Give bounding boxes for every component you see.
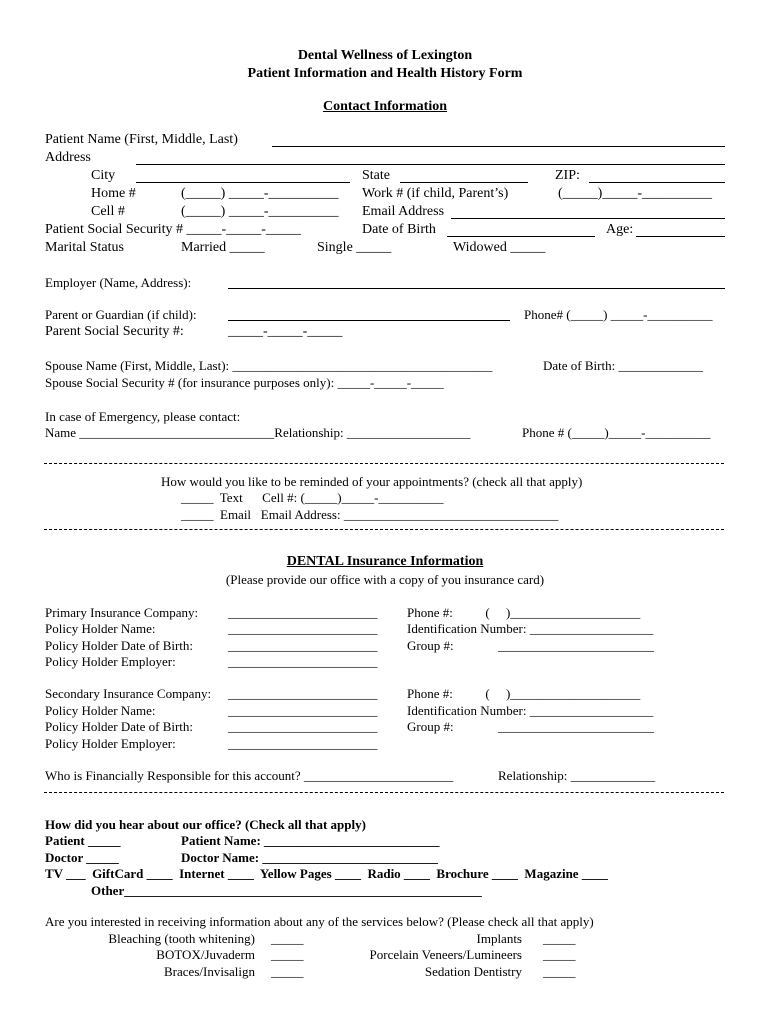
referral-other-field[interactable]: Other_______________________________________________________ — [91, 883, 482, 898]
secondary-group-label: Group #: — [407, 719, 454, 734]
primary-holder-employer-field[interactable]: _______________________ — [228, 654, 378, 669]
financial-relationship-field[interactable]: Relationship: _____________ — [498, 768, 656, 783]
emergency-name-field[interactable]: Name ______________________________Relationship: ___________________ — [45, 425, 471, 440]
employer-field[interactable] — [228, 288, 725, 289]
referral-patient-name-field[interactable]: Patient Name: ___________________________ — [181, 833, 440, 848]
primary-company-label: Primary Insurance Company: — [45, 605, 199, 620]
primary-group-label: Group #: — [407, 638, 454, 653]
address-field[interactable] — [136, 164, 725, 165]
services-question: Are you interested in receiving information about any of the services below? (Please check all that apply) — [45, 914, 594, 929]
primary-company-field[interactable]: _______________________ — [228, 605, 378, 620]
service-sedation-checkbox[interactable]: _____ — [543, 964, 576, 979]
age-field[interactable] — [636, 236, 725, 237]
address-label: Address — [45, 150, 91, 165]
primary-id-field[interactable]: Identification Number: ___________________ — [407, 621, 654, 636]
city-label: City — [91, 168, 116, 183]
zip-label: ZIP: — [555, 168, 580, 183]
guardian-field[interactable] — [228, 320, 510, 321]
service-sedation-label: Sedation Dentistry — [424, 964, 522, 979]
patient-ssn-label: Patient Social Security # _____-_____-_____ — [45, 222, 301, 237]
employer-label: Employer (Name, Address): — [45, 275, 192, 290]
primary-phone-field[interactable]: Phone #: ( )____________________ — [407, 605, 641, 620]
referral-patient-option[interactable]: Patient _____ — [45, 833, 121, 848]
guardian-label: Parent or Guardian (if child): — [45, 307, 197, 322]
secondary-group-field[interactable]: ________________________ — [498, 719, 654, 734]
service-botox-label: BOTOX/Juvaderm — [156, 947, 255, 962]
secondary-holder-dob-field[interactable]: _______________________ — [228, 719, 378, 734]
primary-holder-dob-field[interactable]: _______________________ — [228, 638, 378, 653]
secondary-holder-employer-field[interactable]: _______________________ — [228, 736, 378, 751]
state-field[interactable] — [400, 182, 528, 183]
married-option[interactable]: Married _____ — [181, 240, 265, 255]
patient-name-field[interactable] — [272, 146, 725, 147]
service-veneers-label: Porcelain Veneers/Lumineers — [369, 947, 522, 962]
section-divider — [44, 463, 724, 464]
reminder-text-option[interactable]: _____ Text Cell #: (_____)_____-__________ — [181, 490, 444, 505]
email-field[interactable] — [451, 218, 725, 219]
referral-sources-line[interactable]: TV ___ GiftCard ____ Internet ____ Yellow Pages ____ Radio ____ Brochure ____ Magazine ____ — [45, 866, 608, 881]
service-botox-checkbox[interactable]: _____ — [271, 947, 304, 962]
primary-holder-employer-label: Policy Holder Employer: — [45, 654, 176, 669]
parent-ssn-field[interactable]: _____-_____-_____ — [228, 324, 343, 339]
patient-name-label: Patient Name (First, Middle, Last) — [45, 132, 238, 147]
secondary-holder-employer-label: Policy Holder Employer: — [45, 736, 176, 751]
referral-doctor-name-field[interactable]: Doctor Name: ___________________________ — [181, 850, 438, 865]
city-field[interactable] — [136, 182, 350, 183]
service-braces-checkbox[interactable]: _____ — [271, 964, 304, 979]
single-option[interactable]: Single _____ — [317, 240, 392, 255]
section-divider — [44, 792, 724, 793]
service-implants-label: Implants — [476, 931, 522, 946]
service-bleaching-checkbox[interactable]: _____ — [271, 931, 304, 946]
primary-holder-name-label: Policy Holder Name: — [45, 621, 156, 636]
guardian-phone-field[interactable]: Phone# (_____) _____-__________ — [524, 307, 713, 322]
work-phone-field[interactable]: (_____)_____-__________ — [558, 186, 712, 201]
age-label: Age: — [606, 222, 634, 237]
reminder-email-option[interactable]: _____ Email Email Address: _________________________________ — [181, 507, 559, 522]
referral-doctor-option[interactable]: Doctor _____ — [45, 850, 119, 865]
form-title: Patient Information and Health History Form — [247, 66, 523, 81]
widowed-option[interactable]: Widowed _____ — [453, 240, 546, 255]
section-divider — [44, 529, 724, 530]
secondary-holder-name-field[interactable]: _______________________ — [228, 703, 378, 718]
parent-ssn-label: Parent Social Security #: — [45, 324, 184, 339]
state-label: State — [362, 168, 390, 183]
secondary-phone-field[interactable]: Phone #: ( )____________________ — [407, 686, 641, 701]
spouse-ssn-label[interactable]: Spouse Social Security # (for insurance purposes only): _____-_____-_____ — [45, 375, 444, 390]
work-phone-label: Work # (if child, Parent’s) — [362, 186, 509, 201]
secondary-holder-name-label: Policy Holder Name: — [45, 703, 156, 718]
cell-phone-field[interactable]: (_____) _____-__________ — [181, 204, 339, 219]
marital-status-label: Marital Status — [45, 240, 124, 255]
zip-field[interactable] — [589, 182, 725, 183]
spouse-dob-label[interactable]: Date of Birth: _____________ — [543, 358, 703, 373]
financial-responsible-field[interactable]: Who is Financially Responsible for this account? _______________________ — [45, 768, 454, 783]
home-phone-field[interactable]: (_____) _____-__________ — [181, 186, 339, 201]
home-phone-label: Home # — [91, 186, 136, 201]
primary-holder-dob-label: Policy Holder Date of Birth: — [45, 638, 194, 653]
emergency-phone-field[interactable]: Phone # (_____)_____-__________ — [522, 425, 711, 440]
service-bleaching-label: Bleaching (tooth whitening) — [108, 931, 255, 946]
insurance-note: (Please provide our office with a copy of you insurance card) — [225, 572, 545, 587]
email-label: Email Address — [362, 204, 445, 219]
secondary-company-label: Secondary Insurance Company: — [45, 686, 212, 701]
referral-heading: How did you hear about our office? (Check all that apply) — [45, 817, 366, 832]
service-veneers-checkbox[interactable]: _____ — [543, 947, 576, 962]
secondary-id-field[interactable]: Identification Number: ___________________ — [407, 703, 654, 718]
emergency-heading: In case of Emergency, please contact: — [45, 409, 241, 424]
dob-label: Date of Birth — [362, 222, 436, 237]
spouse-name-label[interactable]: Spouse Name (First, Middle, Last): ________________________________________ — [45, 358, 493, 373]
secondary-company-field[interactable]: _______________________ — [228, 686, 378, 701]
service-braces-label: Braces/Invisalign — [164, 964, 255, 979]
insurance-heading: DENTAL Insurance Information — [286, 554, 484, 569]
primary-group-field[interactable]: ________________________ — [498, 638, 654, 653]
cell-phone-label: Cell # — [91, 204, 125, 219]
service-implants-checkbox[interactable]: _____ — [543, 931, 576, 946]
primary-holder-name-field[interactable]: _______________________ — [228, 621, 378, 636]
reminder-question: How would you like to be reminded of your appointments? (check all that apply) — [161, 474, 583, 489]
dob-field[interactable] — [447, 236, 595, 237]
contact-heading: Contact Information — [322, 99, 448, 114]
practice-name: Dental Wellness of Lexington — [297, 48, 473, 63]
secondary-holder-dob-label: Policy Holder Date of Birth: — [45, 719, 194, 734]
